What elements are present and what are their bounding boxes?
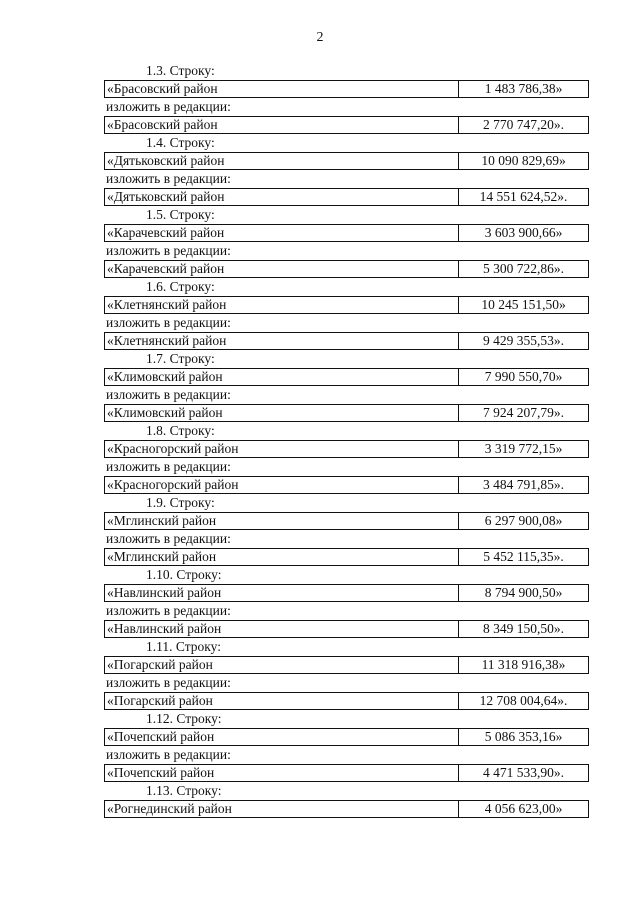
amount-cell: 10 245 151,50» xyxy=(481,297,566,312)
amendment-section xyxy=(104,206,589,278)
new-row xyxy=(104,620,589,638)
old-row xyxy=(104,584,589,602)
new-row xyxy=(104,188,589,206)
amount-cell: 12 708 004,64». xyxy=(479,693,568,708)
district-name-cell: «Карачевский район xyxy=(105,225,459,241)
section-heading: 1.4. Строку: xyxy=(146,135,215,150)
old-row xyxy=(104,80,589,98)
district-name-cell: «Почепский район xyxy=(105,729,459,745)
district-name-cell: «Мглинский район xyxy=(105,513,459,529)
old-row xyxy=(104,512,589,530)
new-row xyxy=(104,260,589,278)
amendment-section xyxy=(104,62,589,134)
old-row xyxy=(104,152,589,170)
section-heading: 1.11. Строку: xyxy=(146,639,221,654)
amount-cell: 3 603 900,66» xyxy=(484,225,563,240)
amendment-section xyxy=(104,782,589,818)
district-name-cell: «Навлинский район xyxy=(105,621,459,637)
district-name-cell: «Дятьковский район xyxy=(105,153,459,169)
section-heading: 1.5. Строку: xyxy=(146,207,215,222)
amount-cell: 4 471 533,90». xyxy=(483,765,564,780)
new-row xyxy=(104,764,589,782)
section-heading: 1.7. Строку: xyxy=(146,351,215,366)
amount-cell: 7 924 207,79». xyxy=(483,405,564,420)
amendment-section xyxy=(104,638,589,710)
district-name-cell: «Почепский район xyxy=(105,765,459,781)
amendment-section xyxy=(104,350,589,422)
amendment-section xyxy=(104,494,589,566)
amend-caption: изложить в редакции: xyxy=(106,99,231,114)
district-name-cell: «Навлинский район xyxy=(105,585,459,601)
district-name-cell: «Дятьковский район xyxy=(105,189,459,205)
amount-cell: 3 319 772,15» xyxy=(484,441,563,456)
old-row xyxy=(104,800,589,818)
amount-cell: 11 318 916,38» xyxy=(481,657,566,672)
amendment-section xyxy=(104,422,589,494)
amend-caption: изложить в редакции: xyxy=(106,315,231,330)
old-row xyxy=(104,224,589,242)
amount-cell: 8 794 900,50» xyxy=(484,585,563,600)
old-row xyxy=(104,296,589,314)
old-row xyxy=(104,440,589,458)
district-name-cell: «Погарский район xyxy=(105,657,459,673)
new-row xyxy=(104,116,589,134)
district-name-cell: «Погарский район xyxy=(105,693,459,709)
district-name-cell: «Карачевский район xyxy=(105,261,459,277)
district-name-cell: «Брасовский район xyxy=(105,81,459,97)
district-name-cell: «Климовский район xyxy=(105,405,459,421)
old-row xyxy=(104,368,589,386)
amount-cell: 7 990 550,70» xyxy=(484,369,563,384)
section-heading: 1.8. Строку: xyxy=(146,423,215,438)
amount-cell: 10 090 829,69» xyxy=(481,153,566,168)
amount-cell: 3 484 791,85». xyxy=(483,477,564,492)
amount-cell: 2 770 747,20». xyxy=(483,117,564,132)
new-row xyxy=(104,476,589,494)
amendment-section xyxy=(104,566,589,638)
amount-cell: 9 429 355,53». xyxy=(483,333,564,348)
amend-caption: изложить в редакции: xyxy=(106,243,231,258)
section-heading: 1.6. Строку: xyxy=(146,279,215,294)
amount-cell: 5 452 115,35». xyxy=(483,549,564,564)
amend-caption: изложить в редакции: xyxy=(106,747,231,762)
old-row xyxy=(104,728,589,746)
section-heading: 1.13. Строку: xyxy=(146,783,222,798)
amendment-section xyxy=(104,710,589,782)
district-name-cell: «Мглинский район xyxy=(105,549,459,565)
amount-cell: 14 551 624,52». xyxy=(479,189,568,204)
amendments-list xyxy=(104,62,589,818)
amount-cell: 1 483 786,38» xyxy=(484,81,563,96)
page-number: 2 xyxy=(316,30,324,45)
district-name-cell: «Красногорский район xyxy=(105,477,459,493)
district-name-cell: «Рогнединский район xyxy=(105,801,459,817)
section-heading: 1.9. Строку: xyxy=(146,495,215,510)
amount-cell: 5 300 722,86». xyxy=(483,261,564,276)
section-heading: 1.3. Строку: xyxy=(146,63,215,78)
amend-caption: изложить в редакции: xyxy=(106,603,231,618)
district-name-cell: «Климовский район xyxy=(105,369,459,385)
old-row xyxy=(104,656,589,674)
amend-caption: изложить в редакции: xyxy=(106,171,231,186)
new-row xyxy=(104,692,589,710)
district-name-cell: «Клетнянский район xyxy=(105,333,459,349)
new-row xyxy=(104,548,589,566)
district-name-cell: «Брасовский район xyxy=(105,117,459,133)
amount-cell: 6 297 900,08» xyxy=(484,513,563,528)
section-heading: 1.12. Строку: xyxy=(146,711,222,726)
amount-cell: 4 056 623,00» xyxy=(484,801,563,816)
section-heading: 1.10. Строку: xyxy=(146,567,222,582)
district-name-cell: «Красногорский район xyxy=(105,441,459,457)
amend-caption: изложить в редакции: xyxy=(106,387,231,402)
amend-caption: изложить в редакции: xyxy=(106,531,231,546)
amend-caption: изложить в редакции: xyxy=(106,675,231,690)
amendment-section xyxy=(104,278,589,350)
amendment-section xyxy=(104,134,589,206)
new-row xyxy=(104,404,589,422)
district-name-cell: «Клетнянский район xyxy=(105,297,459,313)
new-row xyxy=(104,332,589,350)
amount-cell: 5 086 353,16» xyxy=(484,729,563,744)
amend-caption: изложить в редакции: xyxy=(106,459,231,474)
amount-cell: 8 349 150,50». xyxy=(483,621,564,636)
